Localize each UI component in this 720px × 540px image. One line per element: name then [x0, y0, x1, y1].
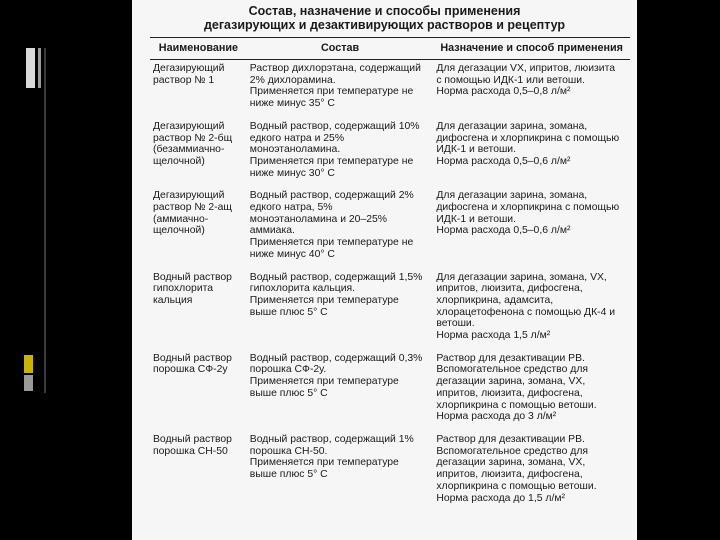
cell-line: Для дегазации зарина, зомана, [436, 190, 588, 202]
cell-line: дегазации зарина, зомана, VX, [436, 457, 586, 469]
cell-line: Раствор дихлорэтана, содержащий [249, 63, 421, 74]
cell-line: дегазации зарина, зомана, VX, [436, 376, 586, 388]
cell-line: (безаммиачно- [153, 144, 225, 156]
cell-line: Норма расхода до 1,5 л/м² [436, 492, 565, 504]
cell-line: едкого натра и 25% [249, 132, 345, 144]
cell-line: щелочной) [153, 155, 205, 167]
solutions-table [150, 37, 630, 512]
cell-line: Применяется при температуре не [249, 86, 414, 98]
cell-line: Применяется при температуре [249, 457, 399, 469]
cell-line: ветоши. [436, 318, 475, 330]
cell-line: Применяется при температуре не [249, 155, 414, 167]
cell-line: Применяется при температуре [249, 376, 399, 388]
cell-purpose [433, 269, 630, 350]
table-header-row [150, 38, 630, 60]
cell-line: гипохлорита [153, 283, 214, 295]
cell-line: раствор № 2-бщ [153, 132, 233, 144]
cell-line: дифосгена и хлорпикрина с помощью [436, 202, 620, 214]
cell-composition [247, 187, 434, 268]
cell-line: Дегазирующий [153, 190, 225, 202]
document-page [132, 0, 637, 540]
table-row [150, 350, 630, 431]
cell-purpose [433, 350, 630, 431]
header-name: Наименование [150, 38, 247, 60]
cell-line: Водный раствор, содержащий 1,5% [249, 271, 423, 283]
cell-line: ниже минус 40° С [249, 248, 335, 260]
cell-line: Применяется при температуре не [249, 237, 414, 249]
cell-name [150, 269, 247, 350]
cell-line: ипритов, люизита, дифосгена, [436, 283, 583, 295]
cell-line: хлорпикрина с помощью ветоши. [436, 399, 597, 411]
cell-line: Для дегазации VX, ипритов, люизита [436, 63, 616, 74]
cell-line: выше плюс 5° С [249, 306, 328, 318]
cell-line: щелочной) [153, 225, 205, 237]
decor-bar-top [26, 48, 35, 88]
cell-line: Водный раствор [153, 352, 232, 364]
cell-line: аммиака. [249, 225, 295, 237]
cell-composition [247, 60, 434, 118]
cell-line: выше плюс 5° С [249, 387, 328, 399]
cell-composition [247, 269, 434, 350]
cell-line: ипритов, люизита, дифосгена, [436, 469, 583, 481]
cell-line: выше плюс 5° С [249, 469, 328, 481]
cell-line: Раствор для дезактивации РВ. [436, 433, 585, 445]
cell-line: раствор № 2-ащ [153, 202, 232, 214]
cell-composition [247, 118, 434, 188]
cell-line: едкого натра, 5% [249, 202, 333, 214]
cell-name [150, 60, 247, 118]
cell-line: Норма расхода 0,5–0,6 л/м² [436, 225, 571, 237]
cell-composition [247, 350, 434, 431]
cell-line: Норма расхода 0,5–0,6 л/м² [436, 155, 571, 167]
cell-line: ИДК-1 и ветоши. [436, 144, 517, 156]
header-composition: Состав [247, 38, 434, 60]
cell-line: 2% дихлорамина. [249, 74, 336, 86]
cell-line: ИДК-1 и ветоши. [436, 213, 517, 225]
cell-line: Применяется при температуре [249, 294, 399, 306]
cell-line: Водный раствор [153, 433, 232, 445]
cell-line: гипохлорита кальция. [249, 283, 356, 295]
cell-line: Норма расхода до 3 л/м² [436, 411, 557, 423]
table-row [150, 269, 630, 350]
cell-purpose [433, 118, 630, 188]
cell-purpose [433, 187, 630, 268]
cell-line: порошка СФ-2у [153, 364, 228, 376]
cell-purpose [433, 60, 630, 118]
cell-line: порошка СН-50. [249, 445, 328, 457]
cell-line: хлорпикрина, адамсита, [436, 294, 554, 306]
cell-line: Для дегазации зарина, зомана, VX, [436, 271, 607, 283]
cell-line: Вспомогательное средство для [436, 445, 589, 457]
cell-line: Водный раствор, содержащий 10% [249, 120, 420, 132]
cell-name [150, 187, 247, 268]
title-line-2: дегазирующих и дезактивирующих растворов и рецептур [203, 18, 566, 32]
title-line-1: Состав, назначение и способы применения [248, 4, 521, 18]
cell-line: кальция [153, 294, 193, 306]
document-title [132, 0, 637, 32]
cell-line: Вспомогательное средство для [436, 364, 589, 376]
cell-line: моноэтаноламина. [249, 144, 341, 156]
table-row [150, 60, 630, 118]
cell-line: Дегазирующий [153, 120, 225, 132]
decor-bar-long [44, 48, 46, 393]
cell-line: Для дегазации зарина, зомана, [436, 120, 588, 132]
cell-line: Раствор для дезактивации РВ. [436, 352, 585, 364]
cell-line: дифосгена и хлорпикрина с помощью [436, 132, 620, 144]
cell-line: (аммиачно- [153, 213, 209, 225]
cell-name [150, 350, 247, 431]
cell-line: ниже минус 35° С [249, 98, 335, 110]
cell-line: моноэтаноламина и 20–25% [249, 213, 388, 225]
cell-purpose [433, 431, 630, 512]
cell-line: Водный раствор, содержащий 2% [249, 190, 414, 202]
cell-line: раствор № 1 [153, 74, 215, 86]
table-row [150, 187, 630, 268]
cell-line: Норма расхода 1,5 л/м² [436, 330, 551, 342]
decor-bar-top-thin [38, 48, 41, 88]
cell-line: Водный раствор [153, 271, 232, 283]
cell-name [150, 431, 247, 512]
cell-line: хлорпикрина с помощью ветоши. [436, 480, 597, 492]
accent-gray [24, 375, 33, 391]
table-row [150, 118, 630, 188]
cell-line: Водный раствор, содержащий 1% [249, 433, 414, 445]
cell-line: Дегазирующий [153, 63, 225, 74]
cell-line: порошка СФ-2у. [249, 364, 327, 376]
table-row [150, 431, 630, 512]
cell-line: ниже минус 30° С [249, 167, 335, 179]
accent-yellow [24, 355, 33, 373]
cell-name [150, 118, 247, 188]
cell-composition [247, 431, 434, 512]
cell-line: с помощью ИДК-1 или ветоши. [436, 74, 585, 86]
cell-line: Водный раствор, содержащий 0,3% [249, 352, 423, 364]
cell-line: Норма расхода 0,5–0,8 л/м² [436, 86, 571, 98]
cell-line: хлорацетофенона с помощью ДК-4 и [436, 306, 616, 318]
cell-line: ипритов, люизита, дифосгена, [436, 387, 583, 399]
header-purpose: Назначение и способ применения [433, 38, 630, 60]
cell-line: порошка СН-50 [153, 445, 228, 457]
